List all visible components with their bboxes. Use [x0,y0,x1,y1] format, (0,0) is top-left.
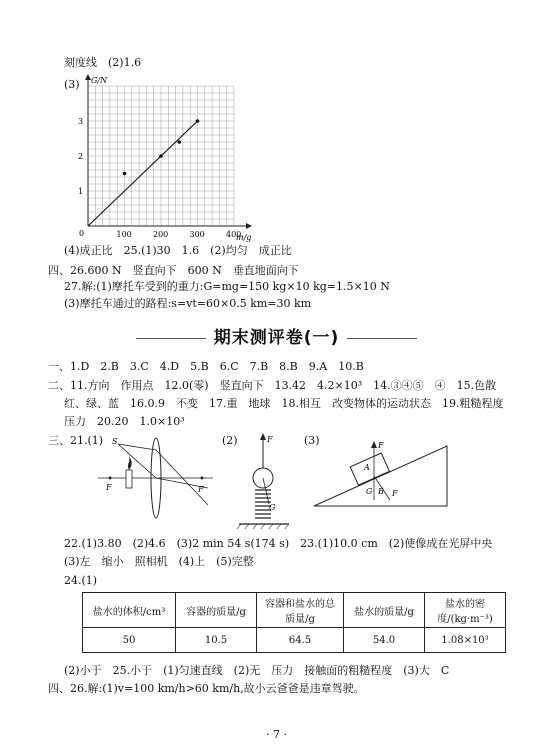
spring-ball-diagram [235,432,295,532]
data-point [196,119,200,123]
table-header: 容器的质量/g [176,593,257,628]
table-cell: 64.5 [257,628,344,653]
answer-line: (2)小于 25.小于 (1)匀速直线 (2)无 压力 接触面的粗糙程度 (3)大 C [64,664,450,677]
origin-label: 0 [79,229,85,238]
x-tick-label: 100 [116,230,132,239]
label-g: G [366,487,373,496]
table-cell: 50 [83,628,176,653]
lens-ray-diagram [98,430,218,520]
fig-label: (3) [304,434,320,447]
label-f-top: F [378,441,384,450]
table-cell: 1.08×10³ [425,628,506,653]
data-point [159,154,163,158]
label-a: A [364,463,370,472]
answer-line: 一、1.D 2.B 3.C 4.D 5.B 6.C 7.B 8.B 9.A 10.B [48,360,364,373]
answer-line: 压力 20.20 1.0×10³ [64,415,185,428]
table-header: 容器和盐水的总质量/g [257,593,344,628]
fit-line [88,121,198,226]
table-header-row [83,593,506,628]
table-header: 盐水的质量/g [344,593,425,628]
answer-line: 红、绿、蓝 16.0.9 不变 17.重 地球 18.相互 改变物体的运动状态 19.粗糙程度 [64,397,504,410]
table-row [83,628,506,653]
focus-left [109,477,112,480]
data-table [82,592,506,653]
label-f: F [267,435,273,444]
answer-line: (3)摩托车通过的路程:s=vt=60×0.5 km=30 km [64,297,312,310]
incline-diagram [312,440,452,510]
answer-line: 刻度线 (2)1.6 [64,56,142,69]
x-axis-label: m/g [236,233,252,242]
answer-line: (3) [64,78,80,91]
data-point [177,140,181,144]
table-cell: 10.5 [176,628,257,653]
x-tick-labels [117,230,242,239]
label-b: B [378,487,384,496]
answer-line: 22.(1)3.80 (2)4.6 (3)2 min 54 s(174 s) 23.(1)10.0 cm (2)使像成在光屏中央 [64,537,493,550]
x-tick-label: 300 [189,230,205,239]
x-tick-label: 400 [226,230,242,239]
answer-line: 24.(1) [64,574,98,587]
answer-line: 27.解:(1)摩托车受到的重力:G=mg=150 kg×10 kg=1.5×10 N [64,280,390,293]
y-tick-label: 2 [78,152,84,161]
flame [128,456,132,470]
answer-line: 三、21.(1) [48,434,104,447]
label-s: S [112,437,118,446]
answer-line: (4)成正比 25.(1)30 1.6 (2)均匀 成正比 [64,244,292,257]
section-title: 期末测评卷(一) [0,323,553,348]
title-rule-left [136,338,206,339]
candle [126,470,132,488]
x-axis-arrow [246,223,252,229]
table-cell: 54.0 [344,628,425,653]
answer-line: 二、11.方向 作用点 12.0(零) 竖直向下 13.42 4.2×10³ 14.③④⑤ ④ 15.色散 [48,379,497,392]
label-g: G [269,503,276,512]
fig-label: (2) [222,434,238,447]
table-header: 盐水的密度/(kg·m⁻³) [425,593,506,628]
label-f-left: F [106,483,112,492]
label-f-right: F [198,485,204,494]
y-axis-label: G/N [91,76,108,85]
answer-line: (3)左 缩小 照相机 (4)上 (5)完整 [64,555,254,568]
y-tick-label: 3 [78,117,84,126]
answer-line: 四、26.解:(1)v=100 km/h>60 km/h,故小云爸爸是违章驾驶。 [48,682,365,695]
title-rule-right [347,338,417,339]
answer-line: 四、26.600 N 竖直向下 600 N 垂直地面向下 [48,264,299,277]
label-f: F [392,489,398,498]
page-number: · 7 · [266,728,287,741]
x-tick-label: 200 [153,230,169,239]
focus-right [201,477,204,480]
block [350,453,389,485]
data-point [123,172,127,176]
y-tick-labels [78,117,83,196]
table-header: 盐水的体积/cm³ [83,593,176,628]
y-tick-label: 1 [78,187,84,196]
g-m-graph [76,74,266,246]
ray-3 [156,450,208,505]
